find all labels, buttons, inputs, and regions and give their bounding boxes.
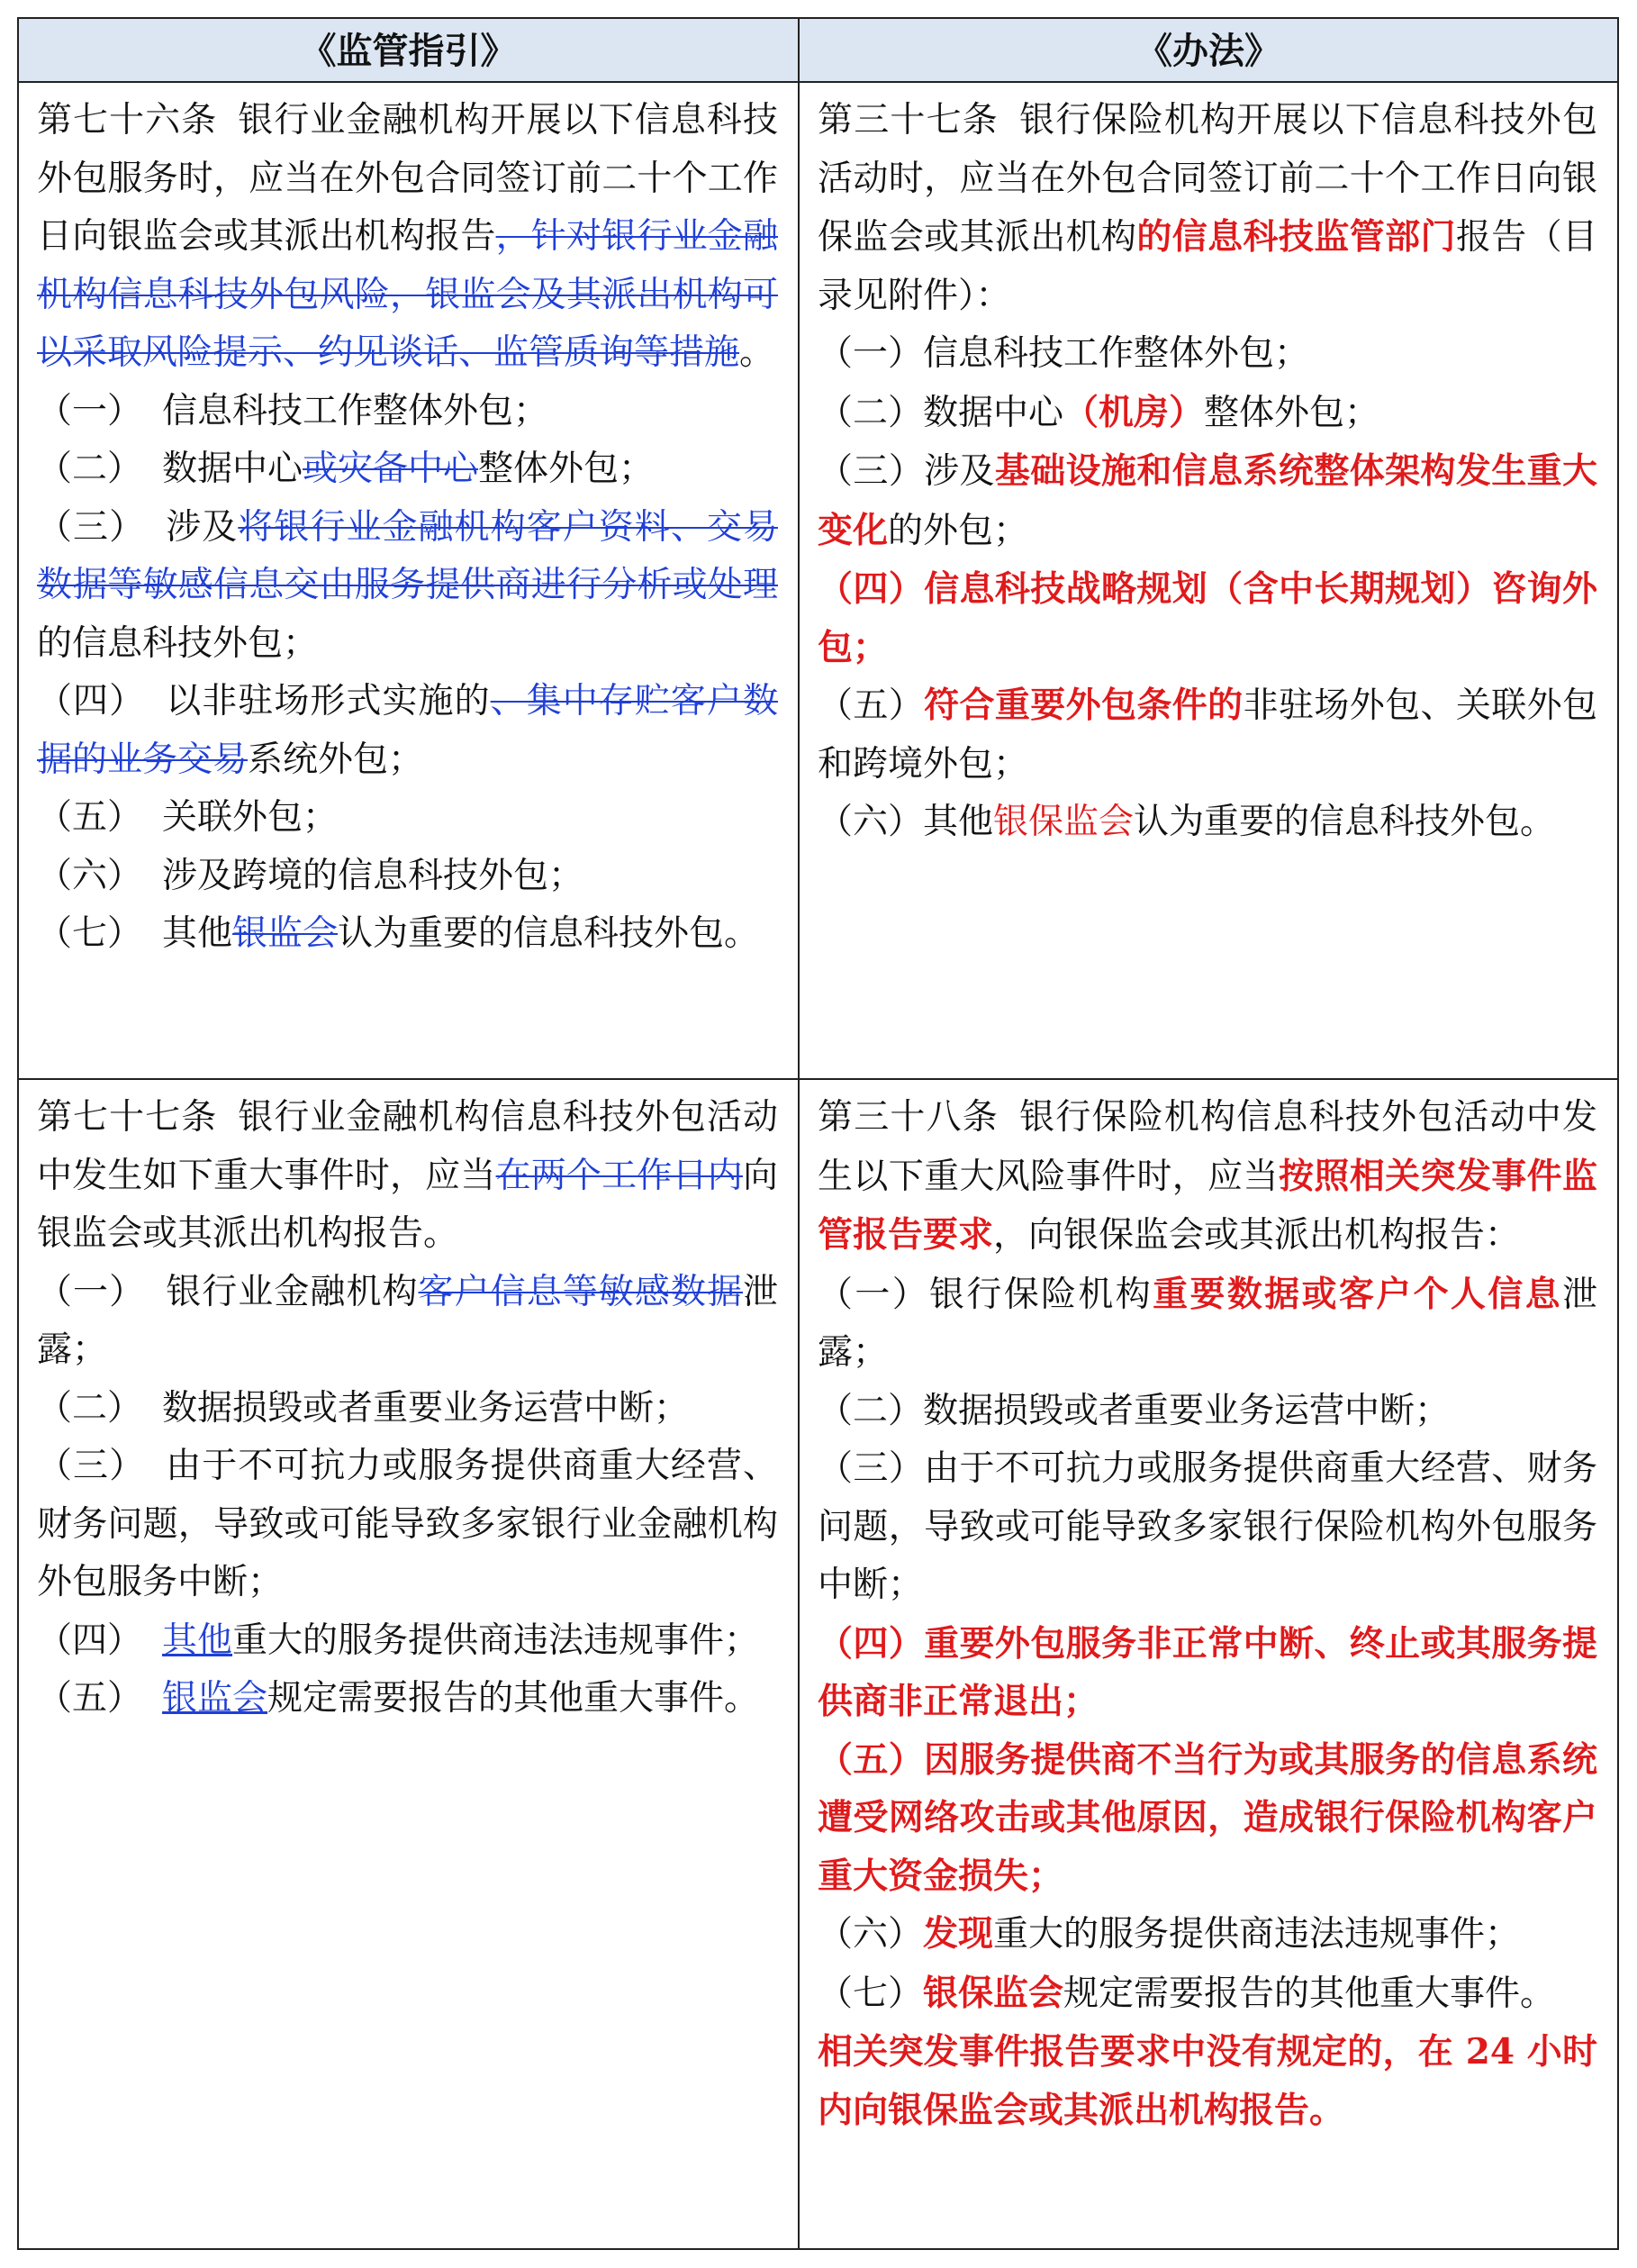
list-item: （五）因服务提供商不当行为或其服务的信息系统遭受网络攻击或其他原因，造成银行保险机构客户重大资金损失； <box>818 1738 1597 1897</box>
list-item: （六）发现重大的服务提供商违法违规事件； <box>818 1913 1521 1955</box>
deleted-text: 在两个工作日内 <box>495 1155 743 1196</box>
article-38-intro: 第三十八条 银行保险机构信息科技外包活动中发生以下重大风险事件时，应当按照相关突发事件监管报告要求，向银保监会或其派出机构报告： <box>818 1097 1597 1256</box>
article-77-intro: 第七十七条 银行业金融机构信息科技外包活动中发生如下重大事件时，应当在两个工作日内向银监会或其派出机构报告。 <box>37 1097 778 1254</box>
article-title: 第七十六条 <box>37 100 218 141</box>
list-item: （四）重要外包服务非正常中断、终止或其服务提供商非正常退出； <box>818 1622 1597 1722</box>
article-title: 第三十八条 <box>818 1097 999 1138</box>
article-38-cell <box>800 1080 1617 2248</box>
list-item: （五）符合重要外包条件的非驻场外包、关联外包和跨境外包； <box>818 685 1597 785</box>
inserted-text: （机房） <box>1063 391 1205 433</box>
list-item: （三） 由于不可抗力或服务提供商重大经营、财务问题，导致或可能导致多家银行业金融机构外包服务中断； <box>37 1446 778 1602</box>
article-76-intro: 第七十六条 银行业金融机构开展以下信息科技外包服务时，应当在外包合同签订前二十个工作日向银监会或其派出机构报告，针对银行业金融机构信息科技外包风险，银监会及其派出机构可以采取风险提示、约见谈话、监管质询等措施。 <box>37 100 778 373</box>
article-title: 第三十七条 <box>818 100 999 141</box>
list-item: （一） 信息科技工作整体外包； <box>37 390 549 431</box>
list-item: （六）其他银保监会认为重要的信息科技外包。 <box>818 802 1556 842</box>
article-37-cell <box>800 83 1617 1080</box>
list-item: （二） 数据中心或灾备中心整体外包； <box>37 449 655 489</box>
list-item: （一）银行保险机构重要数据或客户个人信息泄露； <box>818 1273 1597 1373</box>
deleted-text: 其他 <box>162 1619 233 1661</box>
inserted-text: 符合重要外包条件的 <box>924 685 1244 726</box>
list-item: （二） 数据损毁或者重要业务运营中断； <box>37 1387 690 1429</box>
inserted-text: 基础设施和信息系统整体架构发生重大变化 <box>818 450 1597 551</box>
article-37-intro: 第三十七条 银行保险机构开展以下信息科技外包活动时，应当在外包合同签订前二十个工作日向银保监会或其派出机构的信息科技监管部门报告（目录见附件）： <box>818 100 1597 316</box>
article-38-tail: 相关突发事件报告要求中没有规定的，在 24 小时内向银保监会或其派出机构报告。 <box>818 2031 1597 2131</box>
inserted-text: 银保监会 <box>923 1972 1064 2014</box>
list-item: （一）信息科技工作整体外包； <box>818 333 1310 374</box>
deleted-text: ，针对银行业金融机构信息科技外包风险，银监会及其派出机构可以采取风险提示、约见谈话、监管质询等措施 <box>37 216 778 373</box>
article-title: 第七十七条 <box>37 1097 218 1138</box>
header-right: 《办法》 <box>800 19 1617 83</box>
list-item: （三）由于不可抗力或服务提供商重大经营、财务问题，导致或可能导致多家银行保险机构外包服务中断； <box>818 1448 1597 1605</box>
list-item: （四）信息科技战略规划（含中长期规划）咨询外包； <box>818 568 1597 668</box>
list-item: （一） 银行业金融机构客户信息等敏感数据泄露； <box>37 1271 778 1370</box>
deleted-text: 银监会 <box>232 913 339 954</box>
article-77-cell <box>19 1080 800 2248</box>
comparison-table <box>17 17 1619 2250</box>
deleted-text: 将银行业金融机构客户资料、交易数据等敏感信息交由服务提供商进行分析或处理 <box>37 506 778 605</box>
deleted-text: 、集中存贮客户数据的业务交易 <box>37 681 778 780</box>
list-item: （七）银保监会规定需要报告的其他重大事件。 <box>818 1972 1556 2014</box>
list-item: （五） 银监会规定需要报告的其他重大事件。 <box>37 1678 760 1719</box>
inserted-text: 发现 <box>923 1913 994 1955</box>
inserted-text: 重要数据或客户个人信息 <box>1153 1273 1562 1315</box>
inserted-text: 按照相关突发事件监管报告要求 <box>818 1155 1597 1256</box>
list-item: （三）涉及基础设施和信息系统整体架构发生重大变化的外包； <box>818 450 1597 551</box>
deleted-text: 或灾备中心 <box>303 449 479 489</box>
list-item: （四） 以非驻场形式实施的、集中存贮客户数据的业务交易系统外包； <box>37 681 778 780</box>
article-76-cell <box>19 83 800 1080</box>
inserted-text: 银保监会 <box>993 802 1135 842</box>
list-item: （二）数据中心（机房）整体外包； <box>818 391 1380 433</box>
inserted-text: 的信息科技监管部门 <box>1136 216 1456 258</box>
list-item: （四） 其他重大的服务提供商违法违规事件； <box>37 1619 760 1661</box>
list-item: （二）数据损毁或者重要业务运营中断； <box>818 1390 1451 1431</box>
deleted-text: 银监会 <box>162 1678 268 1719</box>
list-item: （五） 关联外包； <box>37 797 339 838</box>
header-left: 《监管指引》 <box>19 19 800 83</box>
list-item: （七） 其他银监会认为重要的信息科技外包。 <box>37 913 760 954</box>
list-item: （六） 涉及跨境的信息科技外包； <box>37 855 584 896</box>
deleted-text: 客户信息等敏感数据 <box>418 1271 743 1312</box>
list-item: （三） 涉及将银行业金融机构客户资料、交易数据等敏感信息交由服务提供商进行分析或处理的信息科技外包； <box>37 506 778 664</box>
